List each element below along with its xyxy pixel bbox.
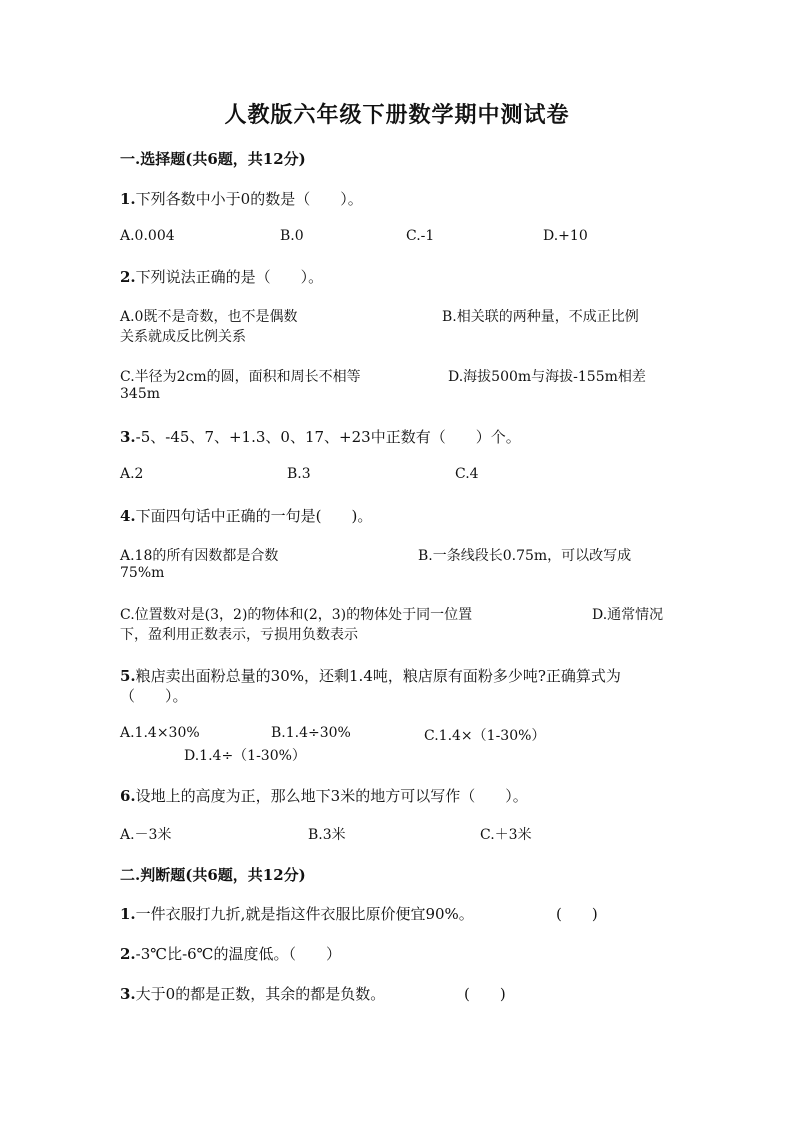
question-text: 大于0的都是正数，其余的都是负数。 (135, 985, 386, 1003)
question-6 (120, 785, 528, 806)
answer-blank: ( ) (464, 985, 506, 1003)
option-c: C.＋3米 (480, 827, 532, 843)
judgment-question-2 (120, 943, 341, 964)
section-heading-choice: 一.选择题(共6题，共12分) (120, 150, 306, 168)
option-b: B.0 (280, 228, 304, 244)
question-number: 5. (120, 667, 136, 685)
answer-blank: ( ) (556, 905, 598, 923)
option-d-continued: 下，盈利用正数表示，亏损用负数表示 (120, 627, 358, 643)
question-number: 1. (120, 905, 136, 923)
question-number: 2. (120, 945, 136, 963)
question-1 (120, 188, 363, 209)
option-b-continued: 75%m (120, 565, 165, 581)
question-5 (120, 665, 621, 686)
judgment-question-1 (120, 903, 474, 924)
question-text: 下列各数中小于0的数是（ ）。 (135, 190, 363, 208)
option-d-continued: 345m (120, 386, 160, 402)
question-text: 设地上的高度为正，那么地下3米的地方可以写作（ ）。 (135, 787, 528, 805)
question-4 (120, 505, 372, 526)
page-title: 人教版六年级下册数学期中测试卷 (224, 102, 570, 128)
option-c: C.4 (455, 466, 479, 482)
option-c: C.1.4×（1-30%） (424, 728, 546, 744)
option-a: A.1.4×30% (120, 725, 200, 741)
option-d: D.通常情况 (592, 607, 664, 623)
option-b: B.3米 (308, 827, 346, 843)
question-5-continued: （ ）。 (120, 687, 188, 705)
question-2 (120, 266, 323, 287)
question-text: 下面四句话中正确的一句是( )。 (135, 507, 373, 525)
question-text: 粮店卖出面粉总量的30%，还剩1.4吨，粮店原有面粉多少吨?正确算式为 (135, 667, 621, 685)
question-number: 1. (120, 190, 136, 208)
option-b: B.3 (287, 466, 311, 482)
option-a: A.0既不是奇数，也不是偶数 (120, 309, 298, 325)
question-3 (120, 426, 521, 447)
option-c: C.-1 (406, 228, 435, 244)
option-d: D.1.4÷（1-30%） (184, 748, 306, 764)
option-a: A.2 (120, 466, 144, 482)
judgment-question-3 (120, 983, 385, 1004)
option-b: B.一条线段长0.75m，可以改写成 (418, 548, 632, 564)
question-number: 3. (120, 985, 136, 1003)
option-b: B.1.4÷30% (271, 725, 351, 741)
question-number: 3. (120, 428, 136, 446)
option-b-continued: 关系就成反比例关系 (120, 329, 246, 345)
question-text: 一件衣服打九折,就是指这件衣服比原价便宜90%。 (135, 905, 474, 923)
option-a: A.18的所有因数都是合数 (120, 548, 279, 564)
option-c: C.位置数对是(3，2)的物体和(2，3)的物体处于同一位置 (120, 607, 473, 623)
option-a: A.0.004 (120, 228, 175, 244)
option-b: B.相关联的两种量，不成正比例 (442, 309, 639, 325)
question-text: -5、-45、7、+1.3、0、17、+23中正数有（ ）个。 (135, 428, 521, 446)
question-number: 2. (120, 268, 136, 286)
option-d: D.海拔500m与海拔-155m相差 (448, 369, 646, 385)
section-heading-judgment: 二.判断题(共6题，共12分) (120, 866, 306, 884)
option-d: D.+10 (543, 228, 588, 244)
question-number: 4. (120, 507, 136, 525)
question-text: -3℃比-6℃的温度低。（ ） (135, 945, 341, 963)
question-number: 6. (120, 787, 136, 805)
option-a: A.－3米 (120, 827, 172, 843)
option-c: C.半径为2cm的圆，面积和周长不相等 (120, 369, 361, 385)
question-text: 下列说法正确的是（ ）。 (135, 268, 324, 286)
